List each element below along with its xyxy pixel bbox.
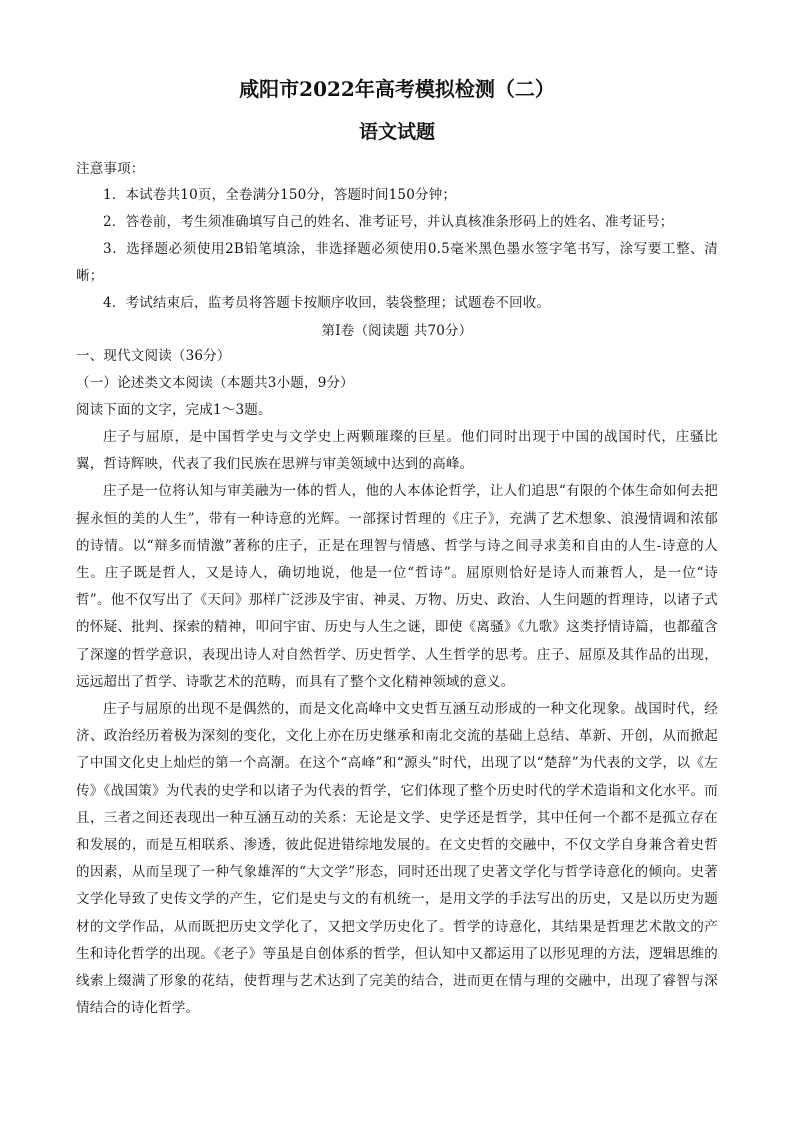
notice-item: 4．考试结束后，监考员将答题卡按顺序收回，装袋整理；试题卷不回收。 xyxy=(103,295,551,311)
passage-paragraph: 庄子与屈原，是中国哲学史与文学史上两颗璀璨的巨星。他们同时出现于中国的战国时代，庄骚比翼，哲诗辉映，代表了我们民族在思辨与审美领域中达到的高峰。 xyxy=(76,429,718,473)
notice-item: 3．选择题必须使用2B铅笔填涂，非选择题必须使用0.5毫米黑色墨水签字笔书写，涂写要工整、清晰； xyxy=(76,241,718,284)
reading-instruction: 阅读下面的文字，完成1～3题。 xyxy=(76,402,272,418)
reading-passage xyxy=(76,424,718,1022)
exam-title: 咸阳市2022年高考模拟检测（二） xyxy=(239,77,555,101)
part-heading: 一、现代文阅读（36分） xyxy=(76,348,231,364)
sub-heading: （一）论述类文本阅读（本题共3小题，9分） xyxy=(76,375,354,391)
notice-heading: 注意事项： xyxy=(76,161,145,177)
exam-content xyxy=(76,156,718,1022)
passage-paragraph: 庄子与屈原的出现不是偶然的，而是文化高峰中文史哲互涵互动形成的一种文化现象。战国时代，经济、政治经历着极为深刻的变化，文化上亦在历史继承和南北交流的基础上总结、革新、开创，从而掀起了中国文化史上灿烂的第一个高潮。在这个“高峰”和“源头”时代，出现了以“楚辞”为代表的文学，以《左传》《战国策》为代表的史学和以诸子为代表的哲学，它们体现了整个历史时代的学术造诣和文化水平。而且，三者之间还表现出一种互涵互动的关系：无论是文学、史学还是哲学，其中任何一个都不是孤立存在和发展的，而是互相联系、渗透，彼此促进错综地发展的。在文史哲的交融中，不仅文学自身兼含着史哲的因素，从而呈现了一种气象雄浑的“大文学”形态，同时还出现了史著文学化与哲学诗意化的倾向。史著文学化导致了史传文学的产生，它们是史与文的有机统一，是用文学的手法写出的历史，又是以历史为题材的文学作品，从而既把历史文学化了，又把文学历史化了。哲学的诗意化，其结果是哲理艺术散文的产生和诗化哲学的出现。《老子》等虽是自创体系的哲学，但认知中又都运用了以形见理的方法，逻辑思维的线索上缀满了形象的花结，使哲理与艺术达到了完美的结合，进而更在情与理的交融中，出现了睿智与深情结合的诗化哲学。 xyxy=(76,701,718,1017)
notice-item: 2．答卷前，考生须准确填写自己的姓名、准考证号，并认真核准条形码上的姓名、准考证号； xyxy=(103,214,674,230)
notice-block xyxy=(76,156,718,317)
notice-item: 1．本试卷共10页，全卷满分150分，答题时间150分钟； xyxy=(103,187,457,203)
passage-paragraph: 庄子是一位将认知与审美融为一体的哲人，他的人本体论哲学，让人们追思“有限的个体生命如何去把握永恒的美的人生”，带有一种诗意的光辉。一部探讨哲理的《庄子》，充满了艺术想象、浪漫情调和浓郁的诗情。以“辩多而情激”著称的庄子，正是在理智与情感、哲学与诗之间寻求美和自由的人生-诗意的人生。庄子既是哲人，又是诗人，确切地说，他是一位“哲诗”。屈原则恰好是诗人而兼哲人，是一位“诗哲”。他不仅写出了《天问》那样广泛涉及宇宙、神灵、万物、历史、政治、人生问题的哲理诗，以诸子式的怀疑、批判、探索的精神，叩问宇宙、历史与人生之谜，即使《离骚》《九歌》这类抒情诗篇，也都蕴含了深邃的哲学意识，表现出诗人对自然哲学、历史哲学、人生哲学的思考。庄子、屈原及其作品的出现，远远超出了哲学、诗歌艺术的范畴，而具有了整个文化精神领域的意义。 xyxy=(76,483,718,690)
subject-title: 语文试题 xyxy=(358,121,435,143)
volume-title: 第Ⅰ卷（阅读题 共70分） xyxy=(321,323,473,339)
